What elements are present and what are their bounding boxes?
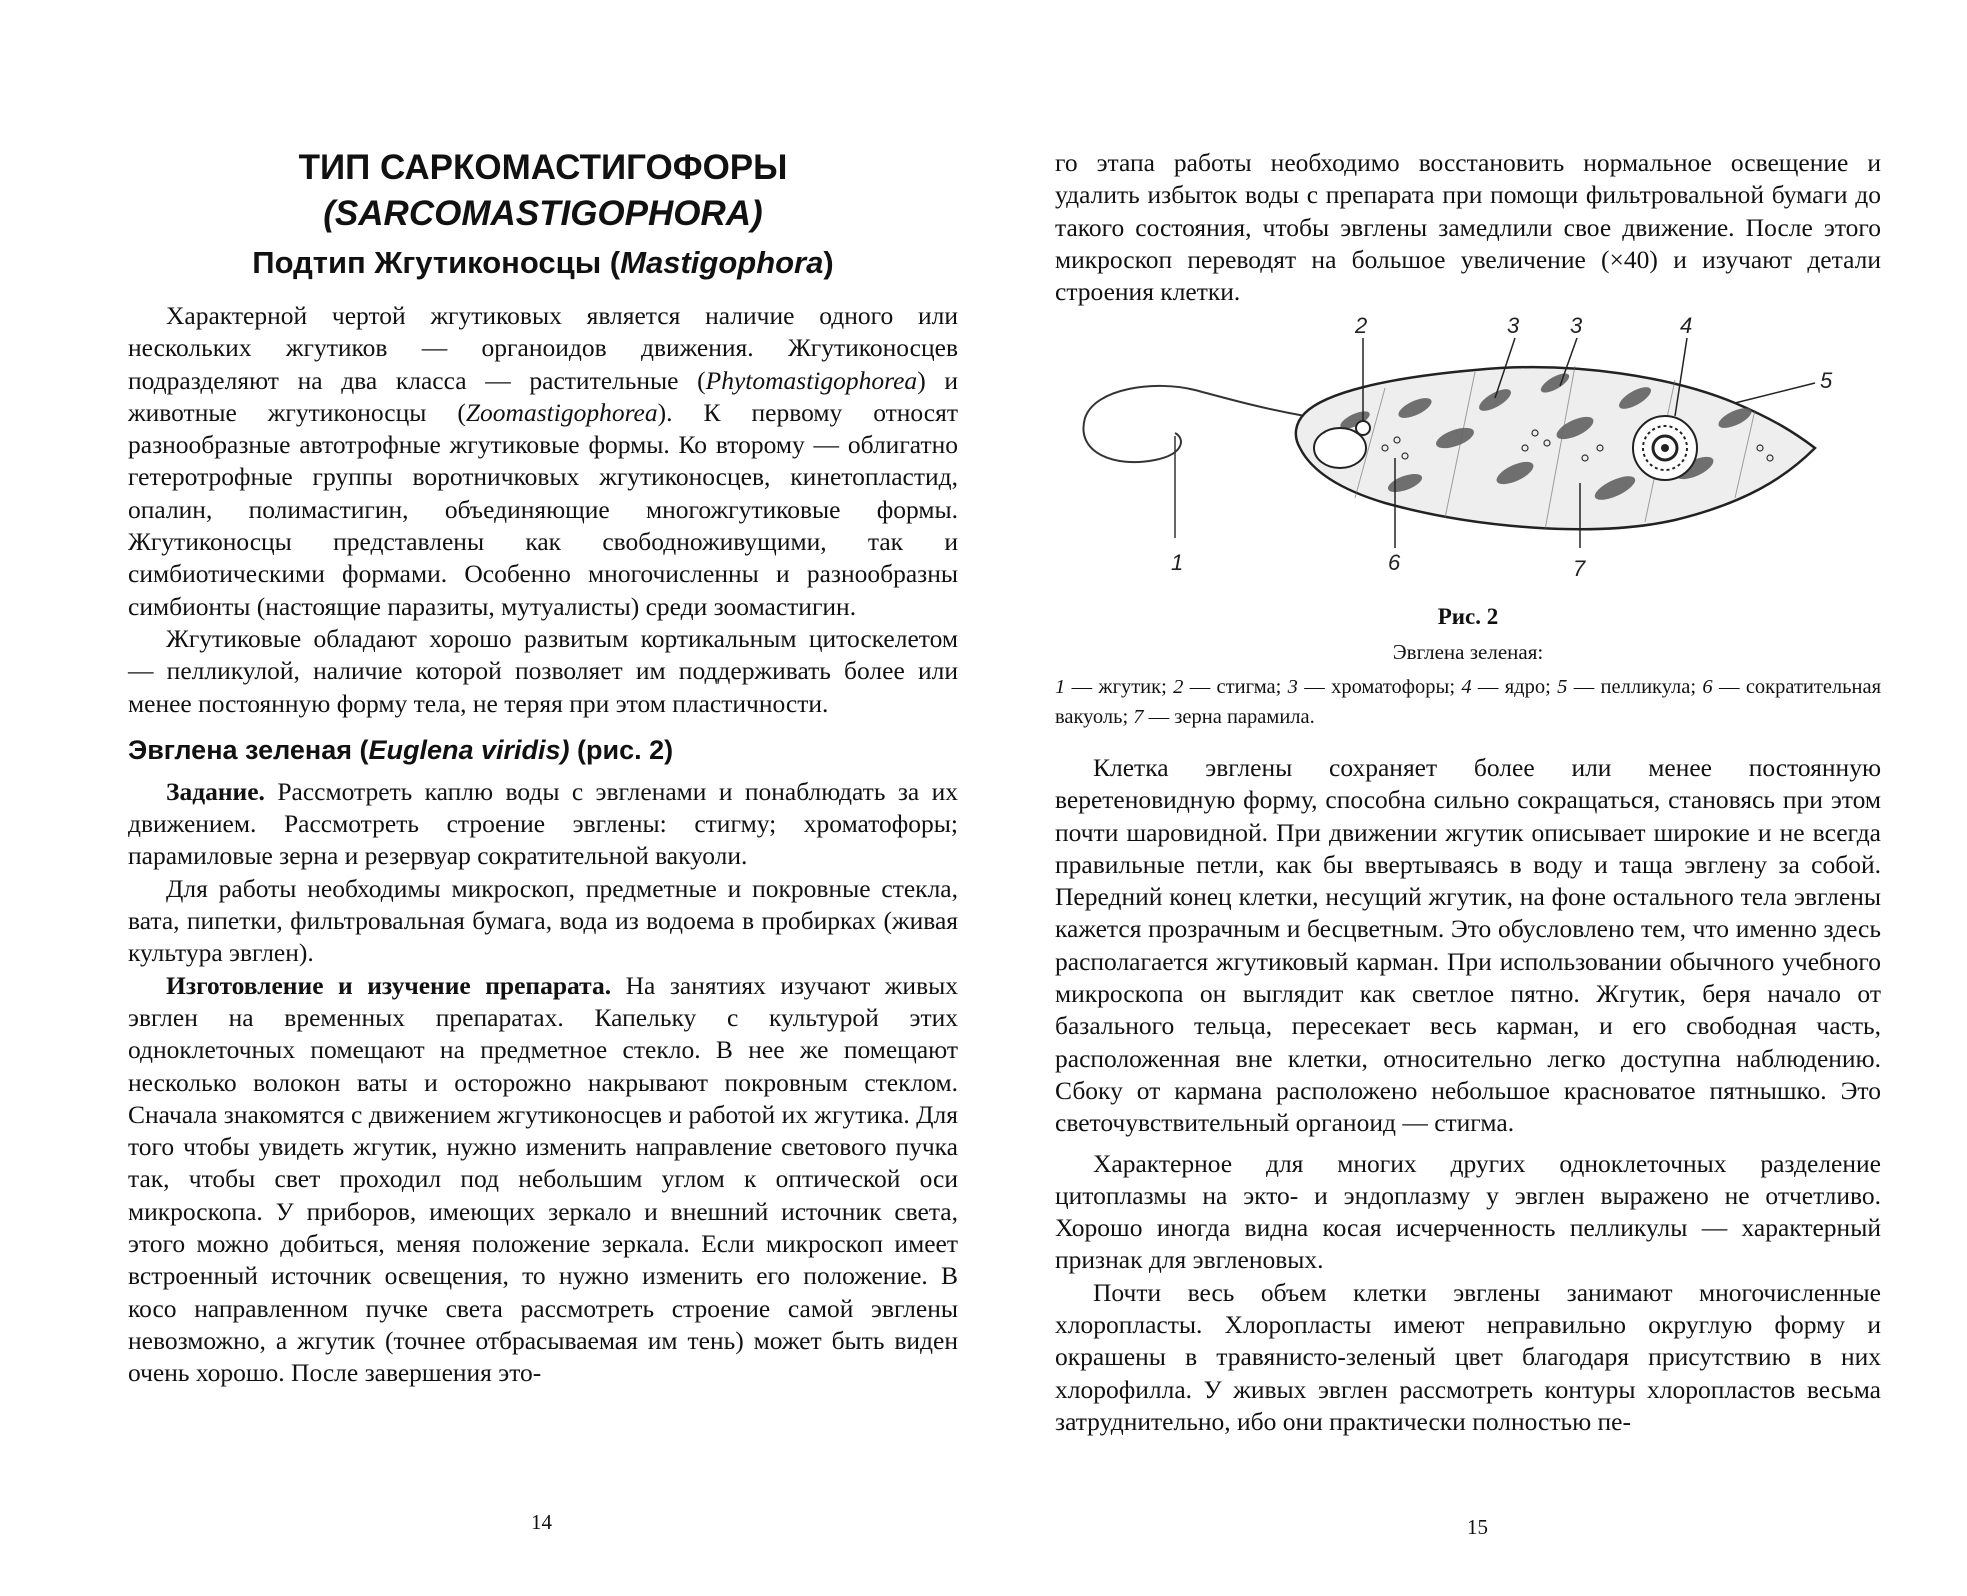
left-body [128, 300, 958, 1390]
figure-label-3b: 3 [1570, 313, 1583, 338]
paragraph-chloroplasts: Почти весь объем клетки эвглены занимают многочисленные хлоропласты. Хлоропласты имеют неправильно округлую форму и окрашены в травянисто-зеленый цвет благодаря присутствию в них хлорофилла. У живых эвглен рассмотреть контуры хлоропластов весьма затруднительно, ибо они практически полностью пе- [1055, 1277, 1881, 1436]
subtype-suffix: ) [823, 245, 834, 280]
chapter-title-line1: ТИП САРКОМАСТИГОФОРЫ [298, 148, 788, 187]
paragraph-materials: Для работы необходимы микроскоп, предметные и покровные стекла, вата, пипетки, фильтровальная бумага, вода из водоема в пробирках (живая культура эвглен). [128, 873, 958, 968]
nucleus [1633, 416, 1697, 480]
right-body [1055, 752, 1881, 1438]
paragraph-cell-shape: Клетка эвглены сохраняет более или менее постоянную веретеновидную форму, способна сильно сокращаться, становясь при этом почти шаровидной. При движении жгутик описывает широкие и не всегда правильные петли, как бы ввертываясь в воду и таща эвглену за собой. Передний конец клетки, несущий жгутик, на фоне остального тела эвглены кажется прозрачным и бесцветным. Это обусловлено тем, что именно здесь располагается жгутиковый карман. При использовании обычного учебного микроскопа он выглядит как светлое пятно. Жгутик, беря начало от базального тельца, пересекает весь карман, и его свободная часть, расположенная вне клетки, относительно легко доступна наблюдению. Сбоку от кармана расположено небольшое красноватое пятнышко. Это светочувствительный органоид — стигма. [1055, 753, 1881, 1138]
paragraph-intro: Характерной чертой жгутиковых является наличие одного или нескольких жгутиков — органоидов движения. Жгутиконосцев подразделяют на два класса — растительные (Phytomastigophorea) и животные жгутиконосцы (Zoomastigophorea). К первому относят разнообразные автотрофные жгутиковые формы. Ко второму — облигатно гетеротрофные группы воротничковых жгутиконосцев, кинетопластид, опалин, полимастигин, объединяющие многожгутиковые формы. Жгутиконосцы представлены как свободноживущими, так и симбиотическими формами. Особенно многочисленны и разнообразны симбионты (настоящие паразиты, мутуалисты) среди зоомастигин. [128, 301, 959, 621]
chapter-title-line2: (SARCOMASTIGOPHORA) [323, 194, 763, 233]
subtype-heading [128, 243, 958, 283]
paragraph-continuation: го этапа работы необходимо восстановить нормальное освещение и удалить избыток воды с препарата при помощи фильтровальной бумаги до такого состояния, чтобы эвглены замедлили свое движение. После этого микроскоп переводят на большое увеличение (×40) и изучают детали строения клетки. [1055, 148, 1881, 307]
figure-legend: 1 — жгутик; 2 — стигма; 3 — хроматофоры; 4 — ядро; 5 — пелликула; 6 — сократительная вакуоль; 7 — зерна парамила. [1055, 676, 1882, 728]
figure-label-4: 4 [1680, 313, 1693, 338]
page-number-left: 14 [531, 1510, 552, 1534]
left-page [128, 0, 958, 1596]
paragraph-task: Задание. Рассмотреть каплю воды с эвгленами и понаблюдать за их движением. Рассмотреть строение эвглены: стигму; хроматофоры; парамиловые зерна и резервуар сократительной вакуоли. [128, 776, 958, 871]
figure-caption-title: Рис. 2 [1437, 604, 1499, 629]
paragraph-cytoplasm: Характерное для многих других одноклеточных разделение цитоплазмы на экто- и эндоплазму у эвглен выражено не отчетливо. Хорошо иногда видна косая исчерченность пелликулы — характерный признак для эвгленовых. [1055, 1148, 1881, 1275]
flagellum-line [1083, 386, 1305, 462]
paragraph-cytoskeleton: Жгутиковые обладают хорошо развитым кортикальным цитоскелетом — пелликулой, наличие которой позволяет им поддерживать более или менее постоянную форму тела, не теряя при этом пластичности. [128, 623, 958, 718]
figure-label-1: 1 [1171, 550, 1184, 575]
right-page [1055, 0, 1881, 1596]
paragraph-preparation: Изготовление и изучение препарата. На занятиях изучают живых эвглен на временных препаратах. Капельку с культурой этих одноклеточных помещают на предметное стекло. В нее же помещают несколько волокон ваты и осторожно накрывают покровным стеклом. Сначала знакомятся с движением жгутиконосцев и работой их жгутика. Для того чтобы увидеть жгутик, нужно изменить направление светового пучка так, чтобы свет проходил под небольшим углом к оптической оси микроскопа. У приборов, имеющих зеркало и внешний источник света, этого можно добиться, меняя положение зеркала. Если микроскоп имеет встроенный источник освещения, то нужно изменить его положение. В косо направленном пучке света рассмотреть строение самой эвглены невозможно, а жгутик (точнее отбрасываемая им тень) может быть виден очень хорошо. После завершения это- [128, 970, 958, 1388]
section-heading-euglena: Эвглена зеленая (Euglena viridis) (рис. 2) [128, 734, 674, 765]
subtype-latin: Mastigophora [620, 245, 824, 280]
figure-label-6: 6 [1388, 550, 1401, 575]
subtype-prefix: Подтип Жгутиконосцы ( [252, 245, 621, 280]
euglena-body [1296, 367, 1815, 529]
figure-label-5: 5 [1820, 368, 1833, 393]
figure-caption [1055, 602, 1881, 732]
stigma [1356, 421, 1370, 435]
figure-label-7: 7 [1573, 556, 1586, 581]
chapter-title [128, 145, 958, 237]
figure-caption-subtitle: Эвглена зеленая: [1392, 640, 1544, 664]
figure-label-2: 2 [1355, 313, 1368, 338]
page-number-right: 15 [1467, 1515, 1488, 1539]
euglena-figure [1055, 308, 1881, 598]
figure-label-3a: 3 [1507, 313, 1520, 338]
